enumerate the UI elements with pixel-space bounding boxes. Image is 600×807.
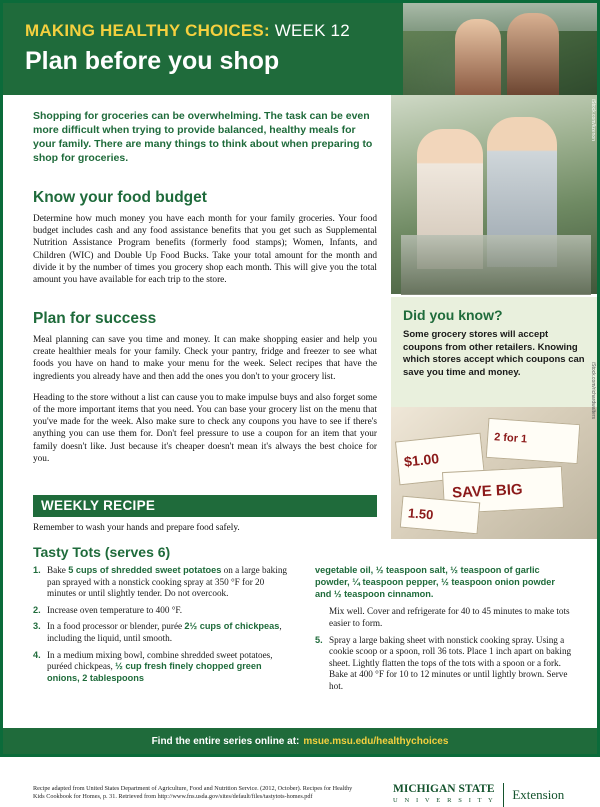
shopping-couple-photo: [391, 95, 597, 294]
plan-paragraph-2: Heading to the store without a list can cause you to make impulse buys and also forget some of the more important items that you need. You can base your grocery list on the menu that you've made for the week. Also make sure to check any coupons you have to see if there's anything you can use them for. Don't feel pressure to use a coupon for an item that your family doesn't like. Just because it's cheaper doesn't mean it's always the best choice for you.: [33, 392, 377, 464]
recipe-step-number: 4.: [33, 649, 41, 660]
recipe-source-citation: Recipe adapted from United States Department of Agriculture, Food and Nutrition Service. (2012, October). Recipes for Healthy Kids Cookbook for Homes, p. 31. Retrieved from http://www.fns.usda.gov/sites/default/files/tastytots-homes.pdf: [33, 785, 353, 800]
recipe-steps-right: [315, 606, 573, 692]
msu-name-line2: U N I V E R S I T Y: [393, 797, 496, 804]
recipe-step-number: 3.: [33, 621, 41, 632]
logo-divider: [503, 783, 504, 807]
recipe-step: [315, 606, 573, 629]
header-text: [25, 21, 385, 76]
header-photo: [403, 3, 597, 95]
recipe-step: [33, 565, 295, 600]
msu-name-line1: MICHIGAN STATE: [393, 783, 495, 795]
did-you-know-box: [391, 297, 597, 407]
header-photo-figure-right: [507, 13, 559, 95]
intro-paragraph: Shopping for groceries can be overwhelming. The task can be even more difficult when trying to provide balanced, healthy meals for your family. There are many things to think about when preparing to shop for groceries.: [33, 110, 373, 164]
page-header: [3, 3, 597, 95]
weekly-recipe-label: WEEKLY RECIPE: [41, 498, 156, 513]
photo-credit-top: iStock.com/kzenon: [590, 99, 596, 141]
recipe-step-text: In a food processor or blender, purée 2½ cups of chickpeas, including the liquid, until smooth.: [47, 621, 282, 643]
msu-extension-logo: [393, 783, 583, 807]
recipe-title: Tasty Tots (serves 6): [33, 544, 171, 560]
recipe-column-left: [33, 565, 295, 689]
footer-bar: [3, 728, 597, 754]
header-photo-sky: [403, 3, 597, 31]
series-kicker: [25, 21, 385, 41]
series-kicker-week: WEEK 12: [274, 21, 350, 40]
recipe-step-text: Bake 5 cups of shredded sweet potatoes on a large baking pan sprayed with a nonstick cooking spray at 350 °F for 20 minutes or until slightly tender. Do not overcook.: [47, 565, 288, 599]
footer-text: Find the entire series online at:: [151, 735, 300, 747]
recipe-step: [33, 621, 295, 644]
recipe-step-number: 5.: [315, 634, 323, 645]
recipe-step: [315, 635, 573, 693]
food-budget-paragraph: Determine how much money you have each month for your family groceries. Your food budget includes cash and any food assistance benefits that you get such as Supplemental Nutrition Assistance Program benefits (formerly food stamps); Women, Infants, and Children (WIC) and Double Up Food Bucks. Take your total amount for the month and divide it by the number of times you grocery shop each month. This will give you the total amount you have available for each trip to the store.: [33, 214, 377, 286]
recipe-step-text: Mix well. Cover and refrigerate for 40 to 45 minutes to make tots easier to form.: [329, 606, 570, 628]
section-heading-plan-for-success: Plan for success: [33, 310, 157, 327]
recipe-column-right: [315, 565, 573, 698]
recipe-step: [33, 605, 295, 617]
coupon-one-fifty: 1.50: [400, 496, 480, 535]
recipe-step-text: In a medium mixing bowl, combine shredded sweet potatoes, puréed chickpeas, ½ cup fresh finely chopped green onions, 2 tablespoons: [47, 649, 273, 683]
recipe-step-number: 2.: [33, 604, 41, 615]
coupons-photo: [391, 362, 597, 539]
plan-paragraph-1: Meal planning can save you time and money. It can make shopping easier and help you create healthier meals for your family. Check your pantry, fridge and freezer to see what foods you have on hand to make your menu for the week. Select recipes that have the ingredients you already have and then add the ones you don't to your grocery list.: [33, 335, 377, 382]
did-you-know-text: Some grocery stores will accept coupons from other retailers. Knowing which stores accept which coupons can save you time and money.: [403, 329, 585, 378]
section-heading-food-budget: Know your food budget: [33, 189, 207, 206]
recipe-steps-left: [33, 565, 295, 684]
recipe-step-number: 1.: [33, 565, 41, 575]
msu-name: [393, 783, 495, 807]
series-kicker-main: MAKING HEALTHY CHOICES:: [25, 21, 270, 40]
photo-credit-bottom: iStock.com/richardwalters: [590, 362, 596, 419]
recipe-step-text: Spray a large baking sheet with nonstick cooking spray. Using a cookie scoop or a spoon, roll 36 tots. Place 1 inch apart on baking sheet. Lightly flatten the tops of the tots with a spoon or a fork. Bake at 400 °F for 10 to 12 minutes or until lightly brown. Serve hot.: [329, 634, 572, 691]
recipe-step: [33, 650, 295, 685]
header-photo-figure-left: [455, 19, 501, 95]
recipe-step-text: Increase oven temperature to 400 °F.: [47, 604, 183, 615]
recipe-safety-note: Remember to wash your hands and prepare food safely.: [33, 523, 240, 533]
section-food-budget: [33, 189, 377, 286]
did-you-know-heading: Did you know?: [403, 307, 503, 323]
section-plan-for-success: [33, 310, 377, 465]
coupon-2for1: 2 for 1: [486, 418, 581, 464]
msu-extension-label: Extension: [512, 787, 565, 802]
page-title: Plan before you shop: [25, 47, 280, 75]
page-body: [3, 95, 597, 804]
coupon-save-big: SAVE BIG: [442, 466, 564, 514]
coupon-one-dollar: $1.00: [395, 433, 485, 486]
footer-url[interactable]: msue.msu.edu/healthychoices: [303, 735, 449, 747]
photo-shopping-cart: [401, 235, 591, 295]
recipe-continuation: vegetable oil, ½ teaspoon salt, ½ teaspoon of garlic powder, ¼ teaspoon pepper, ½ teaspoon onion powder and ½ teaspoon cinnamon.: [315, 565, 555, 599]
weekly-recipe-band: [33, 495, 377, 517]
